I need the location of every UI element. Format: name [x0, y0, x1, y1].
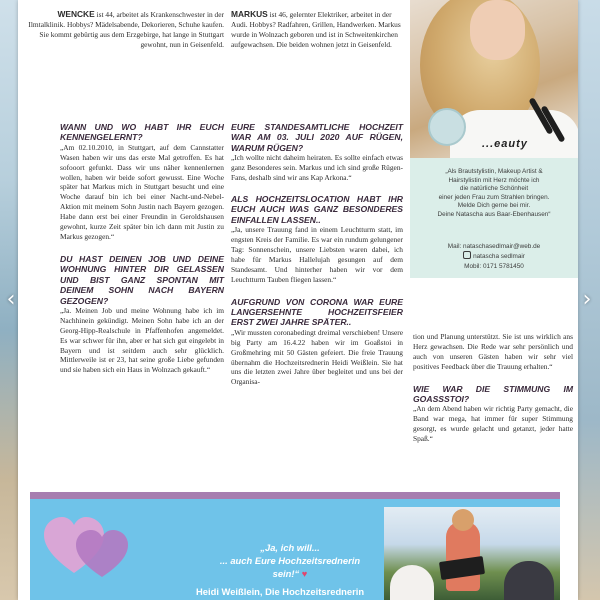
column-right	[413, 332, 573, 444]
photo-bride	[390, 565, 434, 600]
question-stimmung: WIE WAR DIE STIMMUNG IM GOASSSTOI?	[413, 383, 573, 405]
answer-stimmung: „An dem Abend haben wir richtig Party gemacht, die Band war mega, hat immer für super Stimmung gesorgt, es wurde gelacht und getanzt, jeder hatte Spaß.“	[413, 404, 573, 444]
answer-corona: „Wir mussten coronabedingt dreimal verschieben! Unsere big Party am 16.4.22 haben wir im Goaßstoi in Großmehring mit 50 Gästen gefeiert. Die freie Trauung übernahm die Hochzeitsrednerin Heidi Weißlein. Sie hat uns die letzten zwei Jahre über begleitet und uns bei der Organisa-	[231, 327, 403, 387]
question-location: ALS HOCHZEITSLOCATION HABT IHR EUCH AUCH WAS GANZ BESONDERES EINFALLEN LASSEN..	[231, 193, 403, 225]
bio-line: einer jeden Frau zum Strahlen bringen.	[438, 193, 550, 201]
chevron-right-icon[interactable]: ›	[582, 287, 592, 312]
ad-photo	[384, 507, 560, 600]
column-middle	[231, 122, 403, 387]
intro-markus	[231, 10, 401, 50]
photo-speaker-head	[452, 509, 474, 531]
ad-slogan-line1: „Ja, ich will...	[260, 542, 320, 553]
column-left	[60, 122, 224, 375]
stylist-contact	[418, 242, 570, 271]
bio-line: Deine Natascha aus Baar-Ebenhausen“	[437, 210, 551, 218]
stylist-photo	[410, 0, 578, 158]
bio-line: Hairstylistin mit Herz möchte ich	[448, 176, 540, 184]
answer-ruegen: „Ich wollte nicht daheim heiraten. Es sollte einfach etwas ganz Besonderes sein. Markus und ich sind große Rügen-Fans, deshalb sind wir ans Kap Arkona.“	[231, 153, 403, 183]
wencke-name: WENCKE	[57, 9, 95, 19]
wencke-text: ist 44, arbeitet als Krankenschwester in der Ilmtalklinik. Hobbys? Mädelsabende, Dekorieren, Schuhe kaufen. Sie kommt gebürtig aus dem Erzgebirge, hat lange in Stuttgart gewohnt, nun in Geisenfeld.	[28, 10, 224, 49]
stylist-bio	[418, 168, 570, 220]
markus-name: MARKUS	[231, 9, 268, 19]
question-bayern: DU HAST DEINEN JOB UND DEINE WOHNUNG HINTER DIR GELASSEN UND BIST GANZ SPONTAN MIT DEINEM SOHN NACH BAYERN GEZOGEN?	[60, 253, 224, 306]
ad-divider-bar	[30, 492, 560, 499]
answer-corona-continued: tion und Planung unterstützt. Sie ist uns wirklich ans Herz gewachsen. Die Rede war sehr persönlich und auch von unseren Gästen haben wir sehr viel positives Feedback über die Trauung erhalten.“	[413, 332, 573, 371]
chevron-left-icon[interactable]: ‹	[6, 287, 16, 312]
contact-mobile: Mobil: 0171 5781450	[464, 262, 524, 270]
bio-line: die natürliche Schönheit	[459, 185, 529, 193]
photo-shirt-text: ...eauty	[482, 138, 528, 150]
ad-name-line: Heidi Weißlein, Die Hochzeitsrednerin	[196, 586, 365, 597]
answer-kennengelernt: „Am 02.10.2010, in Stuttgart, auf dem Cannstatter Wasen haben wir uns das erste Mal getroffen. Es hat sofooort gefunkt. Dass wir uns näher kennenlernen wollen, haben wir beide sofort gewusst. Eine Woche später hat Markus mich in Stuttgart besucht und eine Woche darauf bin ich bei einer Nacht-und-Nebel-Aktion mit meinem Sohn Justin nach Bayern gezogen. Habe dann erst bei einer Freundin in Geroldshausen gewohnt, kurze Zeit später bin ich dann mit Justin zu Markus gezogen.“	[60, 142, 224, 241]
question-ruegen: EURE STANDESAMTLICHE HOCHZEIT WAR AM 03. JULI 2020 AUF RÜGEN, WARUM RÜGEN?	[231, 122, 403, 153]
markus-text: ist 46, gelernter Elektriker, arbeitet in der Audi. Hobbys? Radfahren, Grillen, Handwerken. Markus wurde in Wolnzach geboren und ist in Schweitenkirchen aufgewachsen. Die beiden wohnen jetzt in Geisenfeld.	[231, 10, 401, 49]
magazine-page	[18, 0, 578, 600]
ad-slogan	[210, 541, 370, 580]
photo-badge	[428, 108, 466, 146]
hearts-icon	[44, 513, 134, 579]
answer-bayern: „Ja. Meinen Job und meine Wohnung habe ich im Nachhinein gekündigt. Meinen Sohn habe ich an der Georg-Hipp-Realschule in Pfaffenhofen angemeldet. Es war schwer für ihn, aber er hat sich gut eingelebt in Bayern und ist seitdem auch sehr glücklich. Mittlerweile ist er 23, hat seine große Liebe gefunden und sie haben sich ein Haus in Wolnzach gekauft.“	[60, 305, 224, 375]
question-corona: AUFGRUND VON CORONA WAR EURE LANGERSEHNTE HOCHZEITSFEIER ERST ZWEI JAHRE SPÄTER..	[231, 296, 403, 328]
photo-face	[470, 0, 525, 60]
question-kennengelernt: WANN UND WO HABT IHR EUCH KENNENGELERNT?	[60, 122, 224, 143]
contact-instagram: natascha sedlmair	[473, 253, 525, 261]
heart-icon: ♥	[301, 568, 308, 579]
bio-line: „Als Brautstylistin, Makeup Artist &	[445, 168, 543, 175]
ad-slogan-line2: ... auch Eure Hochzeitsrednerin sein!“	[219, 555, 361, 579]
photo-groom	[504, 561, 554, 600]
instagram-icon	[463, 251, 471, 259]
contact-mail: Mail: nataschasedlmair@web.de	[447, 243, 541, 250]
intro-wencke	[26, 10, 224, 50]
ad-banner	[30, 499, 560, 600]
answer-location: „Ja, unsere Trauung fand in einem Leuchtturm statt, im engsten Kreis der Familie. Es war ein rundum gelungener Tag: Sonnenschein, unsere Liebsten waren dabei, ich habe für Markus Hallelujah gesungen auf dem Standesamt. Und hinterher haben wir vor dem Leuchtturm Tauben fliegen lassen.“	[231, 225, 403, 284]
bio-line: Melde Dich gerne bei mir.	[457, 202, 531, 210]
